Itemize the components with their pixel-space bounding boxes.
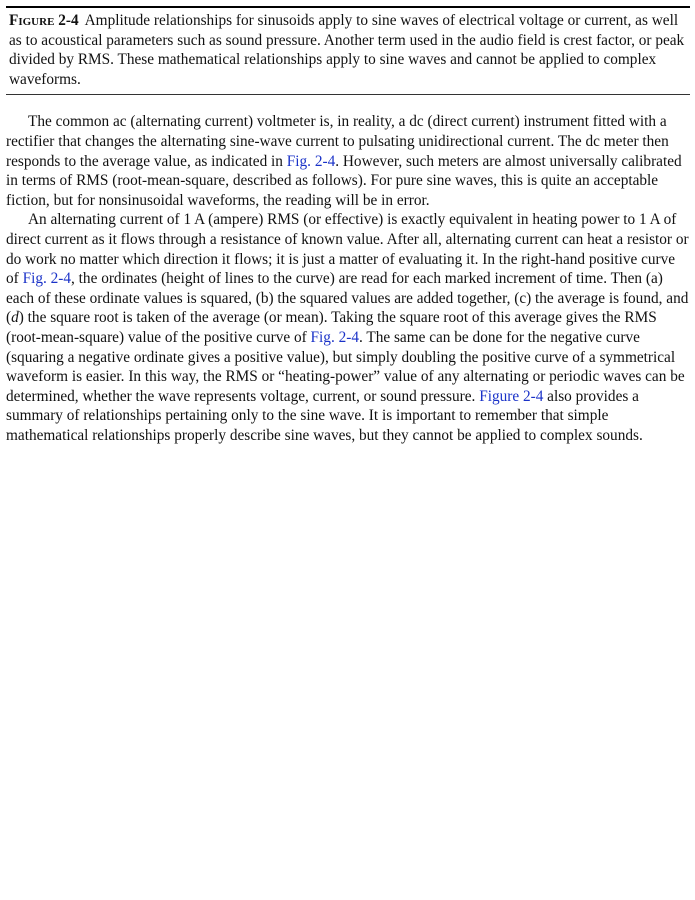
body-text — [6, 112, 690, 445]
figure-link[interactable]: Fig. 2-4 — [22, 270, 72, 288]
figure-link[interactable]: Figure 2-4 — [479, 387, 544, 405]
caption-text: Amplitude relationships for sinusoids apply to sine waves of electrical voltage or current, as well as to acoustical parameters such as sound pressure. Another term used in the audio field is crest factor, or peak divided by RMS. These mathematical relationships apply to sine waves and cannot be applied to complex waveforms. — [9, 12, 685, 88]
italic-letter: d — [11, 309, 19, 327]
paragraph-text: . However, such meters are almost universally calibrated in terms of RMS (root-mean-square, described as follows). For pure sine waves, this is quite an acceptable fiction, but for nonsinusoidal waveforms, the reading will be in error. — [6, 152, 682, 209]
document-page — [6, 0, 690, 445]
caption-bottom-rule — [6, 94, 690, 95]
paragraph-text: . The same can be done for the negative curve (squaring a negative ordinate gives a positive value), but simply doubling the positive curve of a symmetrical waveform is easier. In this way, the RMS or “heating-power” value of any alternating or periodic waves can be determined, whether the wave represents voltage, current, or sound pressure. — [6, 328, 685, 405]
paragraph-text: The common ac (alternating current) voltmeter is, in reality, a dc (direct current) instrument fitted with a rectifier that changes the alternating sine-wave current to pulsating unidirectional current. The dc meter then responds to the average value, as indicated in — [6, 113, 669, 170]
figure-link[interactable]: Fig. 2-4 — [286, 152, 336, 170]
figure-label: Figure 2-4 — [9, 12, 79, 29]
paragraph-text: An alternating current of 1 A (ampere) RMS (or effective) is exactly equivalent in heating power to 1 A of direct current as it flows through a resistance of known value. After all, alternating current can heat a resistor or do work no matter which direction it flows; it is just a matter of evaluating it. In the right-hand positive curve of — [6, 211, 689, 288]
paragraph-text: ) the square root is taken of the average (or mean). Taking the square root of this average gives the RMS (root-mean-square) value of the positive curve of — [6, 309, 657, 346]
figure-caption — [9, 11, 690, 89]
paragraph-text: also provides a summary of relationships pertaining only to the sine wave. It is important to remember that simple mathematical relationships properly describe sine waves, but they cannot be applied to complex sounds. — [6, 387, 643, 444]
paragraph-text: , the ordinates (height of lines to the curve) are read for each marked increment of time. Then (a) each of these ordinate values is squared, (b) the squared values are added together, (c) the average is found, and ( — [6, 270, 689, 327]
figure-link[interactable]: Fig. 2-4 — [310, 328, 359, 346]
paragraph-1 — [6, 112, 690, 210]
paragraph-2 — [6, 210, 690, 445]
caption-top-rule — [6, 6, 690, 8]
